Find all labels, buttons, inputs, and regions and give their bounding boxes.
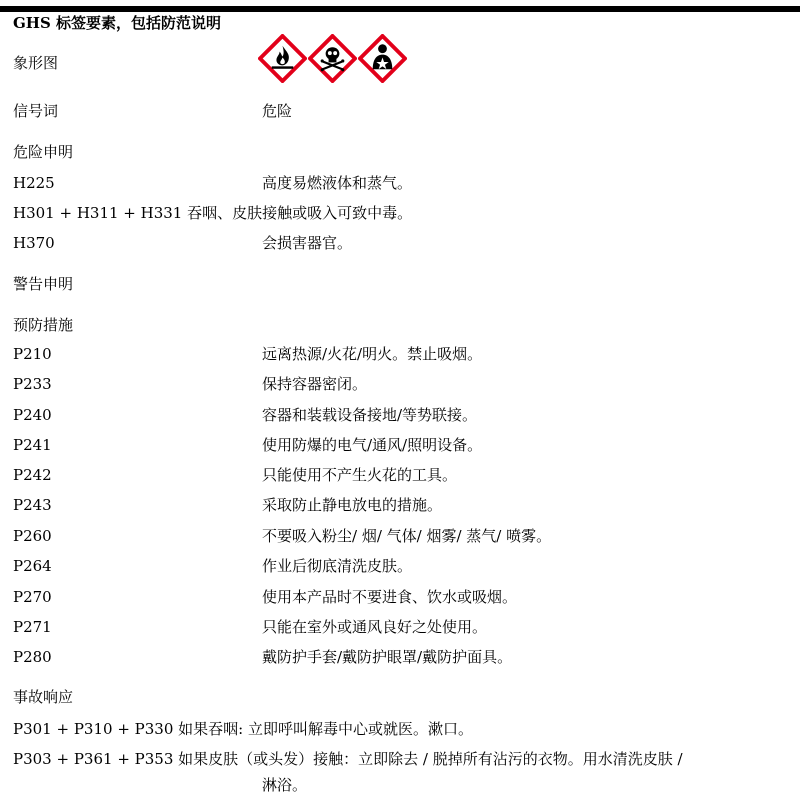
response-continuation: 淋浴。 (262, 776, 308, 794)
skull-crossbones-icon (308, 34, 357, 83)
response-row (0, 718, 800, 740)
prevention-heading: 预防措施 (13, 316, 74, 334)
flame-icon (258, 34, 307, 83)
precaution-heading: 警告申明 (13, 275, 74, 293)
prevention-text: 采取防止静电放电的措施。 (262, 496, 443, 514)
prevention-code: P280 (13, 648, 52, 666)
prevention-row (0, 616, 800, 638)
prevention-row (0, 586, 800, 608)
prevention-text: 保持容器密闭。 (262, 375, 368, 393)
prevention-text: 戴防护手套/戴防护眼罩/戴防护面具。 (262, 648, 513, 666)
hazard-row (0, 172, 800, 194)
section-title: GHS 标签要素，包括防范说明 (13, 14, 222, 32)
prevention-row (0, 555, 800, 577)
hazard-code: H370 (13, 234, 55, 252)
prevention-code: P233 (13, 375, 52, 393)
response-heading: 事故响应 (13, 688, 74, 706)
prevention-row (0, 464, 800, 486)
pictogram-label: 象形图 (13, 54, 59, 72)
hazard-heading: 危险申明 (13, 143, 74, 161)
prevention-code: P241 (13, 436, 52, 454)
signal-word: 危险 (262, 102, 293, 120)
prevention-code: P271 (13, 618, 52, 636)
prevention-code: P260 (13, 527, 52, 545)
prevention-code: P242 (13, 466, 52, 484)
prevention-code: P240 (13, 406, 52, 424)
prevention-code: P210 (13, 345, 52, 363)
response-combined: P301 + P310 + P330 如果吞咽: 立即呼叫解毒中心或就医。漱口。 (13, 720, 473, 738)
prevention-text: 远离热源/火花/明火。禁止吸烟。 (262, 345, 483, 363)
prevention-text: 只能使用不产生火花的工具。 (262, 466, 458, 484)
prevention-row (0, 646, 800, 668)
hazard-text: 高度易燃液体和蒸气。 (262, 174, 413, 192)
pictogram-group (258, 34, 407, 84)
prevention-code: P243 (13, 496, 52, 514)
response-combined: P303 + P361 + P353 如果皮肤（或头发）接触：立即除去 / 脱掉所有沾污的衣物。用水清洗皮肤 / (13, 750, 683, 768)
hazard-combined: H301 + H311 + H331 吞咽、皮肤接触或吸入可致中毒。 (13, 204, 413, 222)
prevention-text: 容器和装载设备接地/等势联接。 (262, 406, 478, 424)
hazard-row (0, 202, 800, 224)
prevention-row (0, 434, 800, 456)
hazard-text: 会损害器官。 (262, 234, 353, 252)
prevention-row (0, 404, 800, 426)
prevention-row (0, 525, 800, 547)
hazard-row (0, 232, 800, 254)
prevention-code: P270 (13, 588, 52, 606)
prevention-code: P264 (13, 557, 52, 575)
prevention-row (0, 343, 800, 365)
hazard-code: H225 (13, 174, 55, 192)
response-row (0, 748, 800, 770)
prevention-text: 只能在室外或通风良好之处使用。 (262, 618, 488, 636)
prevention-row (0, 494, 800, 516)
signal-word-label: 信号词 (13, 102, 59, 120)
prevention-text: 使用防爆的电气/通风/照明设备。 (262, 436, 483, 454)
prevention-row (0, 373, 800, 395)
prevention-text: 使用本产品时不要进食、饮水或吸烟。 (262, 588, 518, 606)
health-hazard-icon (358, 34, 407, 83)
prevention-text: 作业后彻底清洗皮肤。 (262, 557, 413, 575)
prevention-text: 不要吸入粉尘/ 烟/ 气体/ 烟雾/ 蒸气/ 喷雾。 (262, 527, 552, 545)
